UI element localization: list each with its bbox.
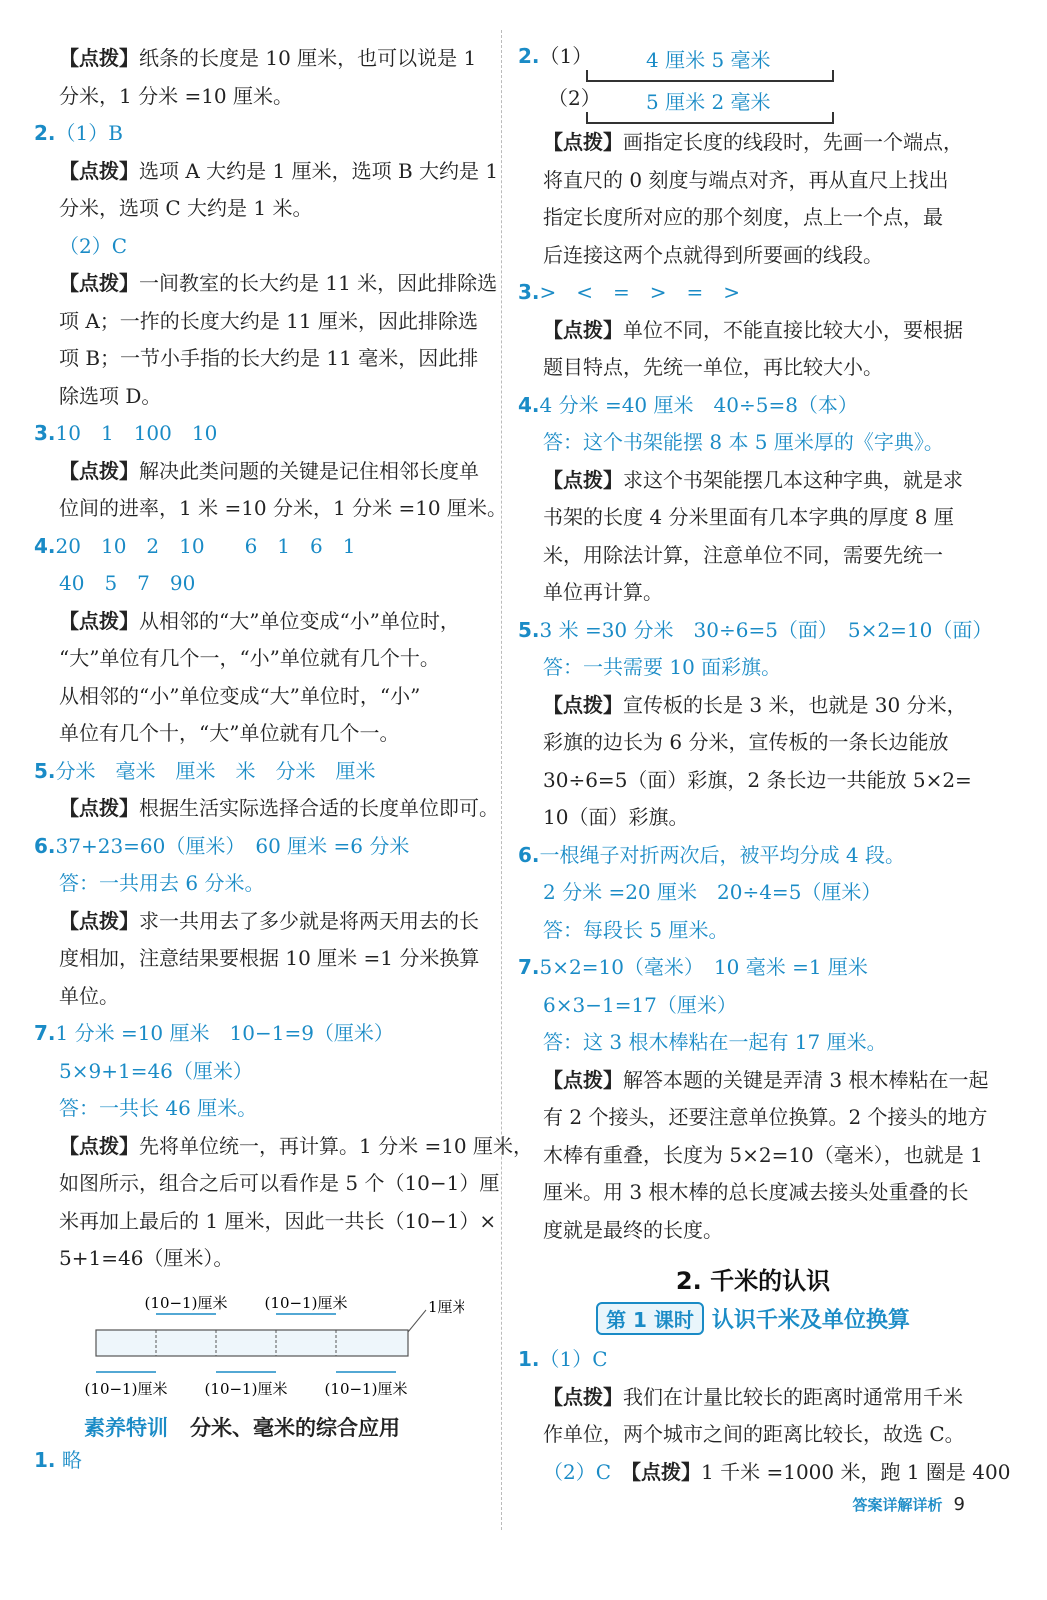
right-line-13 [518, 612, 993, 650]
answer-text: 答：每段长 5 厘米。 [543, 917, 729, 942]
question-number: 7. [34, 1021, 56, 1045]
answer-text: 1 分米 =10 厘米 10−1=9（厘米） [55, 1021, 394, 1045]
tip-label: 【点拨】 [59, 796, 139, 820]
left-line-31: 米再加上最后的 1 厘米，因此一共长（10−1）× [59, 1208, 497, 1233]
left-line-27 [34, 1053, 486, 1091]
bottom-arrow-label-2: (10−1)厘米 [324, 1379, 408, 1398]
right-line-18: 10（面）彩旗。 [543, 805, 689, 829]
left-line-9: 除选项 D。 [59, 383, 162, 408]
left-line-16: “大”单位有几个一，“小”单位就有几个十。 [59, 646, 440, 670]
training-heading [34, 1412, 486, 1442]
column-divider [501, 30, 502, 1530]
question-number: 2. [518, 44, 540, 68]
tip-text: 我们在计量比较长的距离时通常用千米 [623, 1384, 963, 1409]
left-line-19 [34, 753, 486, 791]
answer-text: 略 [55, 1447, 82, 1472]
answer-text: 答：一共用去 6 分米。 [59, 871, 265, 895]
tip-label: 【点拨】 [59, 1133, 139, 1158]
right-line-26: 有 2 个接头，还要注意单位换算。2 个接头的地方 [543, 1105, 988, 1129]
top-arrow-label-1: (10−1)厘米 [264, 1293, 348, 1312]
question-number: 4. [518, 392, 540, 417]
segment-length: 5 厘米 2 毫米 [646, 90, 771, 114]
question-number: 3. [518, 280, 540, 304]
right-column [518, 40, 1011, 1491]
answer-text: 37+23=60（厘米） 60 厘米 =6 分米 [55, 833, 410, 858]
tip-label: 【点拨】 [543, 317, 623, 342]
question-number: 6. [34, 833, 56, 858]
page-number: 9 [953, 1494, 965, 1515]
answer-text: 4 分米 =40 厘米 40÷5=8（本） [539, 392, 858, 417]
right-line-4 [518, 274, 988, 312]
answer-text: 答：一共需要 10 面彩旗。 [543, 655, 782, 679]
diagram-svg [34, 1292, 464, 1402]
answer-text: （1）B [55, 121, 123, 145]
tip-label: 【点拨】 [59, 608, 139, 633]
right-line-0 [518, 124, 988, 162]
left-line-8: 项 B；一节小手指的长大约是 11 毫米，因此排 [59, 346, 479, 370]
left-line-30: 如图所示，组合之后可以看作是 5 个（10−1）厘 [59, 1171, 500, 1195]
left-line-5 [34, 228, 486, 266]
tip-text: 先将单位统一，再计算。1 分米 =10 厘米， [139, 1133, 534, 1158]
question-number: 3. [34, 421, 56, 445]
left-line-24: 度相加，注意结果要根据 10 厘米 =1 分米换算 [59, 946, 480, 970]
tip-text: 解决此类问题的关键是记住相邻长度单 [139, 458, 479, 483]
answer-text: 5×9+1=46（厘米） [59, 1058, 253, 1083]
right-line-28: 厘米。用 3 根木棒的总长度减去接头处重叠的长 [543, 1180, 969, 1204]
left-line-12: 位间的进率，1 米 =10 分米，1 分米 =10 厘米。 [59, 496, 508, 520]
question-number: 5. [518, 617, 540, 642]
tip-text: 画指定长度的线段时，先画一个端点， [623, 130, 963, 154]
answer-text: 答：这 3 根木棒粘在一起有 17 厘米。 [543, 1030, 887, 1054]
answer-text: 5×2=10（毫米） 10 毫米 =1 厘米 [539, 955, 868, 979]
answer-text: 一根绳子对折两次后，被平均分成 4 段。 [539, 842, 905, 867]
right-line-27: 木棒有重叠，长度为 5×2=10（毫米），也就是 1 [543, 1142, 983, 1167]
left-line-17: 从相邻的“小”单位变成“大”单位时，“小” [59, 683, 421, 708]
tip-text: 选项 A 大约是 1 厘米，选项 B 大约是 1 [139, 158, 499, 183]
answer-text: （1）C [539, 1347, 608, 1371]
footer-label: 答案详解详析 [852, 1496, 943, 1514]
right-line-12: 单位再计算。 [543, 580, 663, 604]
segment-length: 4 厘米 5 毫米 [646, 48, 771, 72]
left-line-0 [34, 40, 486, 78]
left-line-6 [34, 265, 498, 303]
top-arrow-label-0: (10−1)厘米 [144, 1293, 228, 1312]
training-badge: 素养特训 [84, 1415, 168, 1440]
right-line-6: 题目特点，先统一单位，再比较大小。 [543, 355, 883, 379]
left-line-2 [34, 115, 486, 153]
question-number: 7. [518, 955, 540, 979]
left-line-14 [34, 565, 486, 603]
left-line-7: 项 A；一拃的长度大约是 11 厘米，因此排除选 [59, 308, 478, 333]
right-line-25 [518, 1062, 988, 1100]
line-segment-answer-1 [518, 82, 988, 124]
right-line-21 [518, 912, 988, 950]
answer-text: （2）C [543, 1459, 632, 1484]
right2-line-2: 作单位，两个城市之间的距离比较长，故选 C。 [543, 1422, 965, 1446]
tip-label: 【点拨】 [631, 1459, 702, 1484]
right-line-7 [518, 387, 988, 425]
tip-label: 【点拨】 [543, 130, 623, 154]
training-item [34, 1442, 486, 1480]
tip-text: 纸条的长度是 10 厘米，也可以说是 1 [139, 46, 477, 70]
question-number: 6. [518, 842, 540, 867]
left-line-21 [34, 828, 486, 866]
left-line-28 [34, 1090, 486, 1128]
tip-label: 【点拨】 [59, 271, 139, 295]
tip-label: 【点拨】 [59, 458, 139, 483]
tip-text: 求一共用去了多少就是将两天用去的长 [139, 908, 479, 933]
right-line-20 [518, 874, 988, 912]
answer-text: 答：一共长 46 厘米。 [59, 1096, 258, 1120]
left-line-15 [34, 603, 486, 641]
right-line-10: 书架的长度 4 分米里面有几本字典的厚度 8 厘 [543, 505, 954, 529]
bottom-arrow-label-0: (10−1)厘米 [84, 1379, 168, 1398]
question-number: 5. [34, 758, 56, 783]
question-number: 1. [518, 1347, 540, 1371]
right-line-22 [518, 949, 988, 987]
page-footer [852, 1494, 965, 1515]
tip-text: 宣传板的长是 3 米，也就是 30 分米， [623, 692, 967, 717]
left-line-23 [34, 903, 486, 941]
section-title: 2. 千米的认识 [675, 1267, 831, 1295]
tip-text: 求这个书架能摆几本这种字典，就是求 [623, 467, 963, 492]
end-pointer [408, 1310, 426, 1332]
answer-text: 答：这个书架能摆 8 本 5 厘米厚的《字典》。 [543, 430, 944, 454]
answer-text: 10 1 100 10 [55, 421, 218, 445]
tip-text: 从相邻的“大”单位变成“小”单位时， [139, 608, 460, 633]
left-line-26 [34, 1015, 486, 1053]
right-line-11: 米，用除法计算，注意单位不同，需要先统一 [543, 542, 943, 567]
question-number: 4. [34, 533, 56, 558]
lesson-badge: 第 1 课时 [596, 1302, 704, 1335]
right-line-1: 将直尺的 0 刻度与端点对齐，再从直尺上找出 [543, 167, 949, 192]
training-title: 分米、毫米的综合应用 [190, 1415, 400, 1440]
bottom-arrow-label-1: (10−1)厘米 [204, 1379, 288, 1398]
left-line-22 [34, 865, 486, 903]
right2-line-1 [518, 1379, 988, 1417]
segment-label: （2） [548, 86, 601, 110]
left-line-18: 单位有几个十，“大”单位就有几个一。 [59, 721, 400, 745]
tip-text: 1 千米 =1000 米，跑 1 圈是 400 [701, 1459, 1011, 1484]
tip-label: 【点拨】 [59, 158, 139, 183]
answer-text: 6×3−1=17（厘米） [543, 992, 737, 1017]
right-line-8 [518, 424, 988, 462]
tip-label: 【点拨】 [59, 46, 139, 70]
question-number: 2. [34, 121, 56, 145]
answer-text: 3 米 =30 分米 30÷6=5（面） 5×2=10（面） [539, 617, 993, 642]
answer-text: 40 5 7 90 [59, 571, 196, 595]
tip-text: 解答本题的关键是弄清 3 根木棒粘在一起 [623, 1067, 989, 1092]
answer-text: 2 分米 =20 厘米 20÷4=5（厘米） [543, 880, 882, 904]
answer-text: 分米 毫米 厘米 米 分米 厘米 [55, 758, 376, 783]
right2-line-0 [518, 1341, 988, 1379]
segment-label [518, 40, 592, 69]
tip-text: 根据生活实际选择合适的长度单位即可。 [139, 796, 499, 820]
lesson-heading [518, 1302, 988, 1335]
segment-diagram [34, 1292, 486, 1402]
right-line-2: 指定长度所对应的那个刻度，点上一个点，最 [543, 205, 943, 229]
right-line-14 [518, 649, 988, 687]
left-line-10 [34, 415, 486, 453]
segment-part: （1） [539, 44, 593, 68]
left-line-11 [34, 453, 486, 491]
answer-text: > < = > = > [539, 280, 741, 304]
tip-label: 【点拨】 [543, 1067, 623, 1092]
right-line-17: 30÷6=5（面）彩旗，2 条长边一共能放 5×2= [543, 767, 972, 792]
left-line-32: 5+1=46（厘米）。 [59, 1246, 234, 1270]
tip-label: 【点拨】 [543, 692, 623, 717]
right-line-29: 度就是最终的长度。 [543, 1217, 723, 1242]
left-line-4: 分米，选项 C 大约是 1 米。 [59, 196, 313, 220]
tip-text: 单位不同，不能直接比较大小，要根据 [623, 317, 963, 342]
end-label: 1厘米 [428, 1297, 464, 1316]
question-number: 1. [34, 1447, 56, 1472]
tip-label: 【点拨】 [59, 908, 139, 933]
right-line-16: 彩旗的边长为 6 分米，宣传板的一条长边能放 [543, 730, 949, 754]
tip-text: 一间教室的长大约是 11 米，因此排除选 [139, 271, 498, 295]
right-line-5 [518, 312, 988, 350]
left-line-1: 分米，1 分米 =10 厘米。 [59, 83, 294, 108]
answer-text: （2）C [59, 233, 128, 258]
answer-text: 20 10 2 10 6 1 6 1 [55, 533, 356, 558]
left-line-25: 单位。 [59, 983, 119, 1008]
lesson-title: 认识千米及单位换算 [711, 1308, 910, 1333]
left-line-3 [34, 153, 499, 191]
right-line-15 [518, 687, 988, 725]
right-line-9 [518, 462, 988, 500]
right-line-19 [518, 837, 988, 875]
right-line-3: 后连接这两个点就得到所要画的线段。 [543, 242, 883, 267]
right-line-24 [518, 1024, 988, 1062]
right2-line-3 [518, 1454, 1011, 1492]
left-line-29 [34, 1128, 534, 1166]
left-column [34, 40, 534, 1479]
line-segment-answer-0 [518, 40, 988, 82]
tip-label: 【点拨】 [543, 1384, 623, 1409]
right-line-23 [518, 987, 988, 1025]
tip-label: 【点拨】 [543, 467, 623, 492]
left-line-20 [34, 790, 499, 828]
left-line-13 [34, 528, 486, 566]
stick-bar [96, 1330, 408, 1356]
